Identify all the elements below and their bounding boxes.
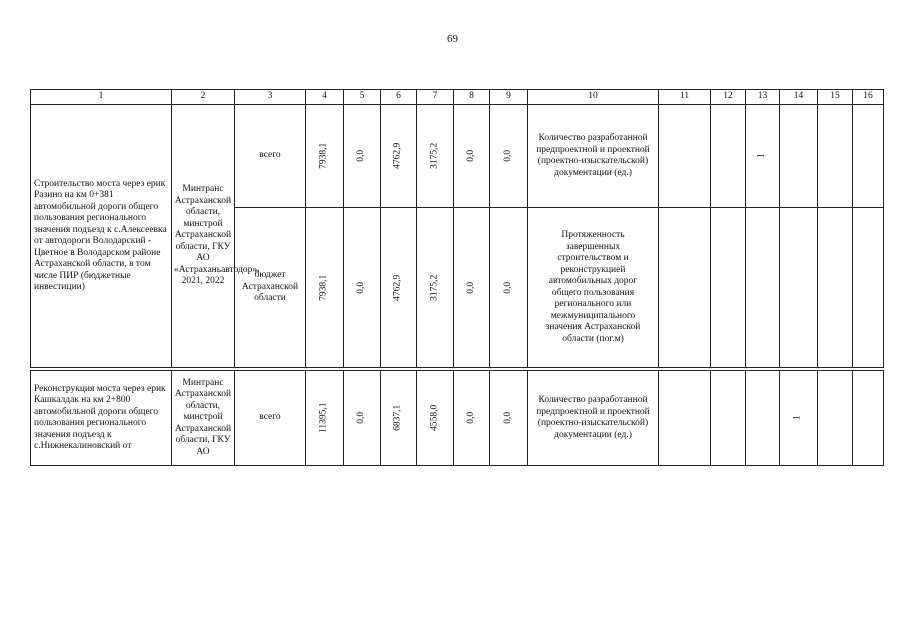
table-row [31, 105, 884, 208]
value-cell-13 [746, 105, 780, 208]
value-text: 0,0 [465, 281, 476, 294]
funding-source-cell: бюджет Астраханской области [235, 208, 306, 368]
header-cell: 14 [780, 90, 818, 105]
value-cell-6 [381, 208, 417, 368]
value-text: 4762,9 [392, 142, 403, 170]
value-text: 7938,1 [318, 142, 329, 170]
value-text: 0,0 [356, 150, 367, 162]
value-cell-5 [344, 105, 381, 208]
value-cell-6 [381, 371, 417, 466]
value-text: 0,0 [356, 412, 367, 424]
value-cell-8 [454, 105, 490, 208]
value-text: 0,0 [502, 281, 513, 294]
executor-cell: Минтранс Астраханской области, минстрой Астраханской области, ГКУ АО «Астраханьавтодор», 2021, 2022 [172, 105, 235, 368]
value-text: 7938,1 [318, 274, 329, 301]
header-cell: 1 [31, 90, 172, 105]
value-cell-4 [306, 371, 344, 466]
value-text: 11395,1 [318, 402, 329, 434]
header-cell: 13 [746, 90, 780, 105]
header-cell: 6 [381, 90, 417, 105]
value-text: 0,0 [465, 150, 476, 162]
project-name-cell: Реконструкция моста через ерик Кашкалдак на км 2+800 автомобильной дороги общего пользования регионального значения подъезд к с.Нижнекалиновский от [31, 371, 172, 466]
value-cell-12 [711, 371, 746, 466]
value-text: 0,0 [356, 281, 367, 294]
value-cell-9 [490, 105, 528, 208]
value-text: 1 [756, 153, 767, 159]
indicator-cell: Количество разработанной предпроектной и проектной (проектно-изыскательской) документации (ед.) [528, 105, 659, 208]
value-cell-9 [490, 208, 528, 368]
header-cell: 16 [853, 90, 884, 105]
header-cell: 3 [235, 90, 306, 105]
value-cell-12 [711, 105, 746, 208]
value-text: 0,0 [502, 412, 513, 424]
value-cell-12 [711, 208, 746, 368]
value-text: 3175,2 [429, 274, 440, 301]
funding-source-cell: всего [235, 371, 306, 466]
value-cell-7 [417, 105, 454, 208]
funding-source-cell: всего [235, 105, 306, 208]
value-cell-5 [344, 208, 381, 368]
value-cell-15 [818, 371, 853, 466]
value-cell-4 [306, 208, 344, 368]
header-cell: 4 [306, 90, 344, 105]
header-cell: 10 [528, 90, 659, 105]
value-cell-8 [454, 208, 490, 368]
value-cell-14 [780, 208, 818, 368]
value-text: 6837,1 [392, 404, 403, 432]
value-cell-14 [780, 105, 818, 208]
header-cell: 2 [172, 90, 235, 105]
page-number: 69 [447, 33, 458, 45]
value-cell-11 [659, 208, 711, 368]
value-cell-11 [659, 105, 711, 208]
value-cell-7 [417, 371, 454, 466]
value-cell-9 [490, 371, 528, 466]
value-cell-5 [344, 371, 381, 466]
value-cell-15 [818, 105, 853, 208]
value-cell-15 [818, 208, 853, 368]
program-table [30, 89, 884, 466]
project-name-cell: Строительство моста через ерик Разино на км 0+381 автомобильной дороги общего пользования регионального значения подъезд к с.Алексеевка от автодороги Володарский - Цветное в Володарском районе Астраханской области, в том числе ПИР (бюджетные инвестиции) [31, 105, 172, 368]
value-cell-13 [746, 208, 780, 368]
value-text: 4558,0 [429, 404, 440, 432]
value-cell-11 [659, 371, 711, 466]
header-cell: 7 [417, 90, 454, 105]
value-cell-14 [780, 371, 818, 466]
header-cell: 8 [454, 90, 490, 105]
value-text: 4762,9 [392, 274, 403, 301]
value-cell-13 [746, 371, 780, 466]
value-cell-16 [853, 208, 884, 368]
value-cell-16 [853, 371, 884, 466]
header-cell: 15 [818, 90, 853, 105]
header-row [31, 90, 884, 105]
value-cell-7 [417, 208, 454, 368]
value-text: 3175,2 [429, 142, 440, 170]
header-cell: 11 [659, 90, 711, 105]
executor-cell: Минтранс Астраханской области, минстрой Астраханской области, ГКУ АО [172, 371, 235, 466]
header-cell: 12 [711, 90, 746, 105]
value-cell-16 [853, 105, 884, 208]
header-cell: 9 [490, 90, 528, 105]
header-cell: 5 [344, 90, 381, 105]
indicator-cell: Количество разработанной предпроектной и проектной (проектно-изыскательской) документации (ед.) [528, 371, 659, 466]
value-text: 0,0 [502, 150, 513, 162]
value-cell-4 [306, 105, 344, 208]
value-text: 0,0 [465, 412, 476, 424]
indicator-cell: Протяженность завершенных строительством и реконструкцией автомобильных дорог общего пользования регионального или межмуниципального значения Астраханской области (пог.м) [528, 208, 659, 368]
value-cell-6 [381, 105, 417, 208]
value-text: 1 [792, 415, 803, 421]
table-row [31, 371, 884, 466]
value-cell-8 [454, 371, 490, 466]
